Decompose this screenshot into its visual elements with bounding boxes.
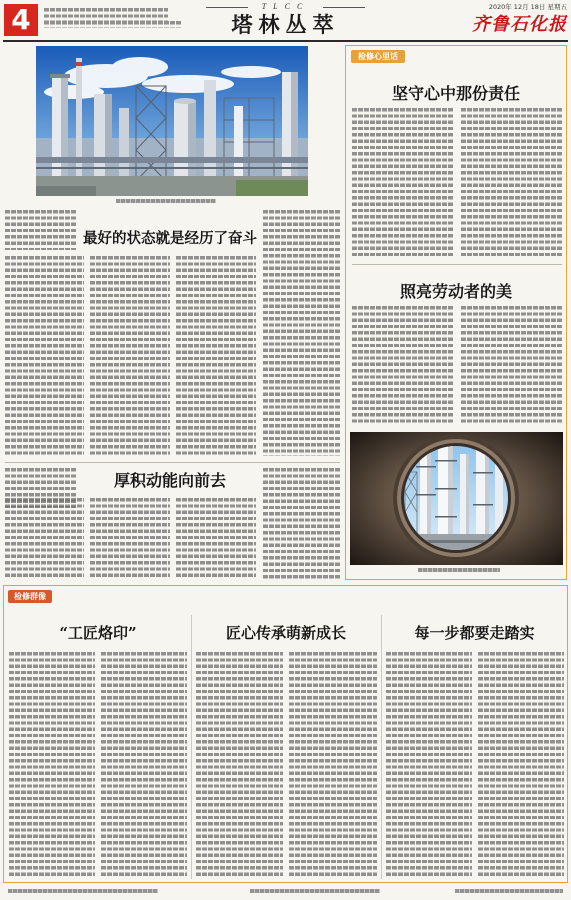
footer-contact-text [8, 889, 158, 893]
section-tag: 检修心里话 [351, 50, 405, 63]
article-body-text [289, 652, 377, 878]
article-body-text [352, 108, 454, 256]
article-body-text [5, 256, 84, 456]
article-title: 最好的状态就是经历了奋斗 [83, 230, 257, 247]
page-number: 4 [4, 4, 38, 36]
article-title: 每一步都要走踏实 [414, 624, 535, 642]
article-body-text [5, 498, 84, 579]
contact-info-text [44, 21, 182, 28]
column-divider [191, 615, 192, 879]
article-body-text [386, 652, 472, 878]
article-separator [352, 264, 562, 265]
article-body-text [9, 652, 95, 878]
refinery-photo-image [36, 46, 308, 196]
section-tag: 检修群像 [8, 590, 52, 603]
article-separator [5, 462, 340, 463]
article-body-text [263, 210, 340, 456]
article-body-text [90, 498, 170, 579]
top-photo [36, 46, 308, 196]
article-title: 照亮劳动者的美 [399, 282, 512, 301]
article-body-text [461, 108, 563, 256]
editor-info-text [44, 8, 168, 21]
footer-printer-text [455, 889, 563, 893]
article-body-text [176, 498, 256, 579]
column-divider [381, 615, 382, 879]
bottom-right-photo [350, 432, 563, 565]
issue-date: 2020年 12月 18日 星期五 [488, 3, 567, 11]
article-lead-text [5, 210, 77, 250]
tlcc-right-rule [323, 7, 365, 8]
bottom-right-photo-caption [418, 568, 500, 572]
article-body-text [263, 468, 340, 579]
article-body-text [90, 256, 170, 456]
footer-advertising-text [250, 889, 380, 893]
section-title: 塔林丛萃 [231, 12, 340, 37]
article-title: “工匠烙印” [59, 624, 137, 642]
article-body-text [352, 306, 454, 424]
article-body-text [176, 256, 256, 456]
article-title: 厚积动能向前去 [113, 471, 226, 490]
section-letters: TLCC [261, 2, 310, 11]
top-photo-caption [116, 199, 216, 203]
header-rule [3, 40, 568, 42]
article-body-text [101, 652, 187, 878]
article-title: 坚守心中那份责任 [391, 84, 520, 103]
towers-through-pipe-image [350, 432, 563, 565]
article-body-text [478, 652, 564, 878]
article-body-text [461, 306, 563, 424]
newspaper-masthead: 齐鲁石化报 [472, 14, 567, 35]
article-title: 匠心传承萌新成长 [225, 624, 346, 642]
article-body-text [196, 652, 283, 878]
